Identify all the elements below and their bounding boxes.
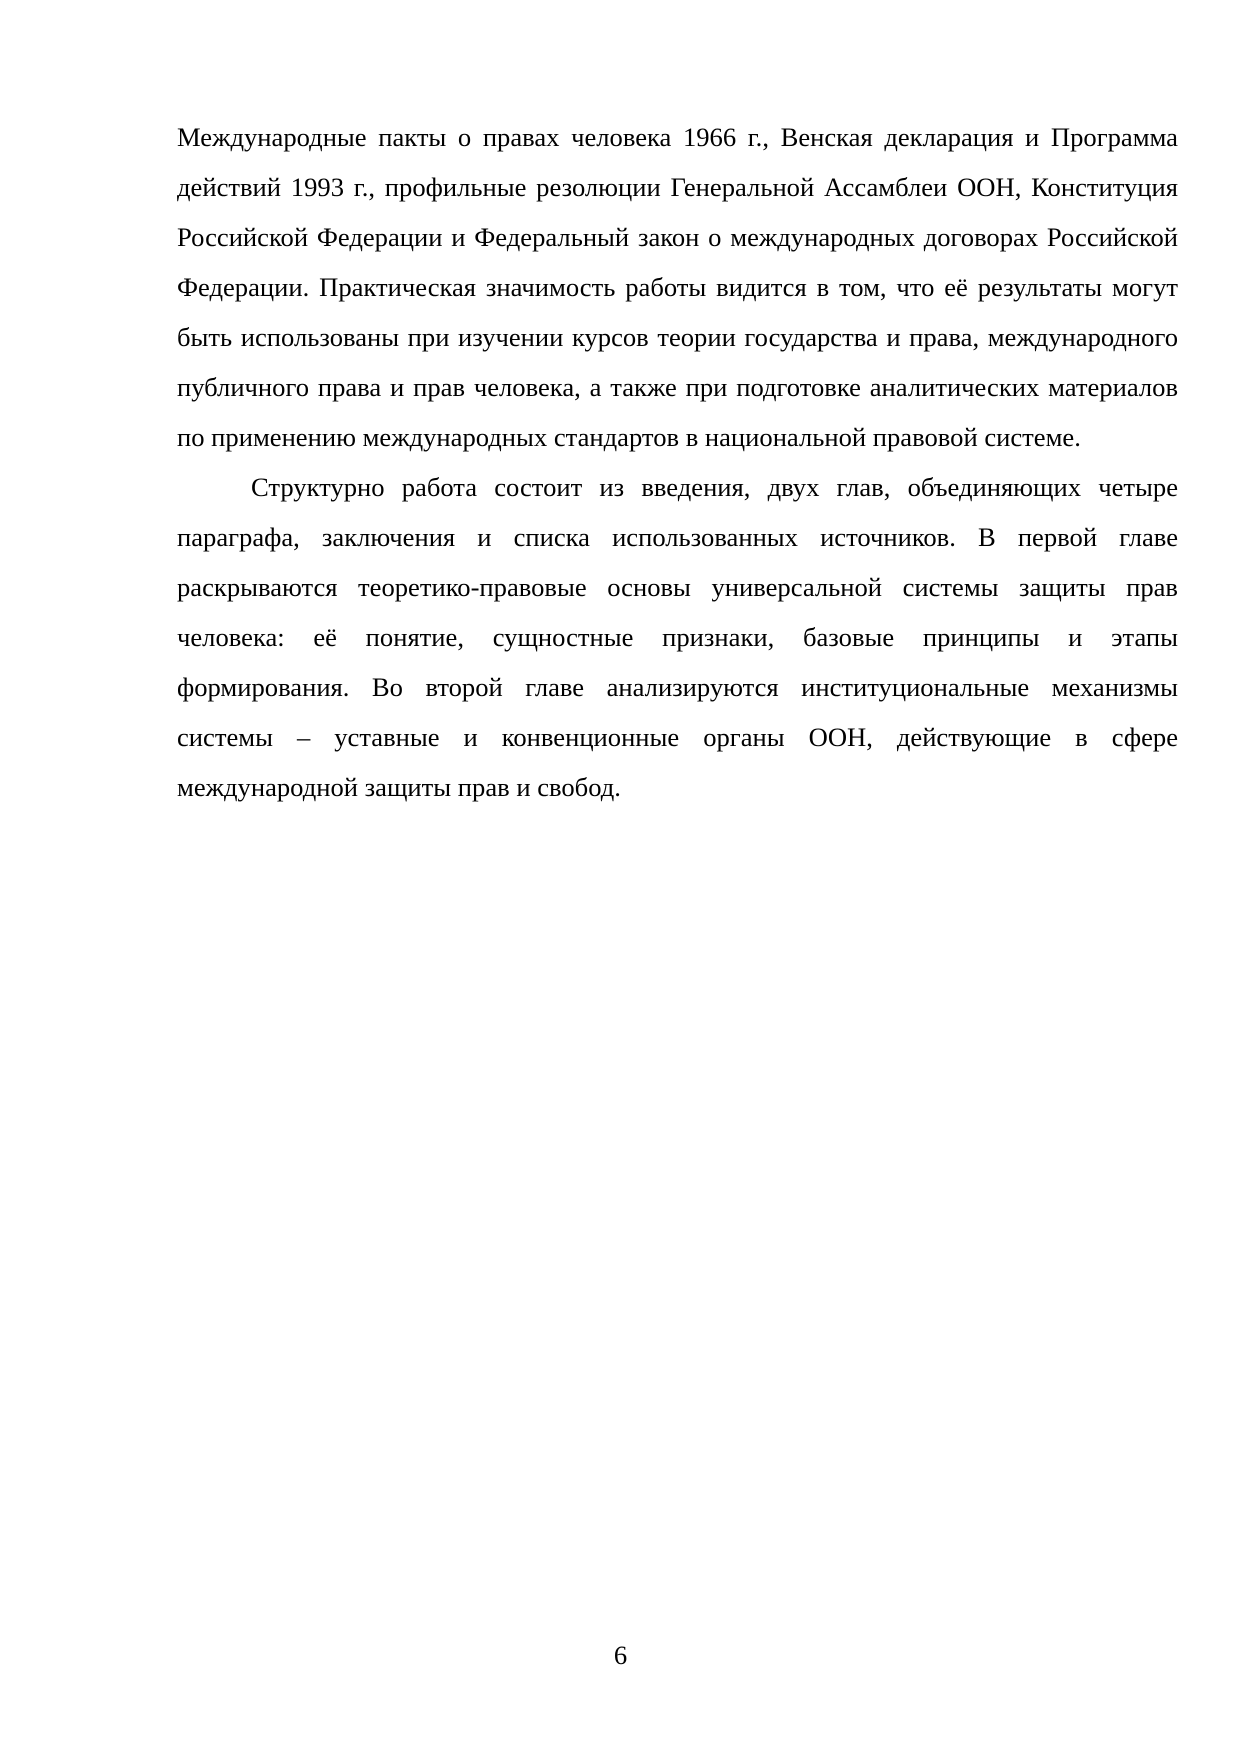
- page-number: 6: [613, 1640, 628, 1670]
- body-text: [177, 112, 1178, 812]
- paragraph-1: Международные пакты о правах человека 1966 г., Венская декларация и Программа действий 1993 г., профильные резолюции Генеральной Ассамблеи ООН, Конституция Российской Федерации и Федеральный закон о международных договорах Российской Федерации. Практическая значимость работы видится в том, что её результаты могут быть использованы при изучении курсов теории государства и права, международного публичного права и прав человека, а также при подготовке аналитических материалов по применению международных стандартов в национальной правовой системе.: [177, 122, 1178, 452]
- paragraph-2: Структурно работа состоит из введения, двух глав, объединяющих четыре параграфа, заключения и списка использованных источников. В первой главе раскрываются теоретико-правовые основы универсальной системы защиты прав человека: её понятие, сущностные признаки, базовые принципы и этапы формирования. Во второй главе анализируются институциональные механизмы системы – уставные и конвенционные органы ООН, действующие в сфере международной защиты прав и свобод.: [177, 472, 1178, 802]
